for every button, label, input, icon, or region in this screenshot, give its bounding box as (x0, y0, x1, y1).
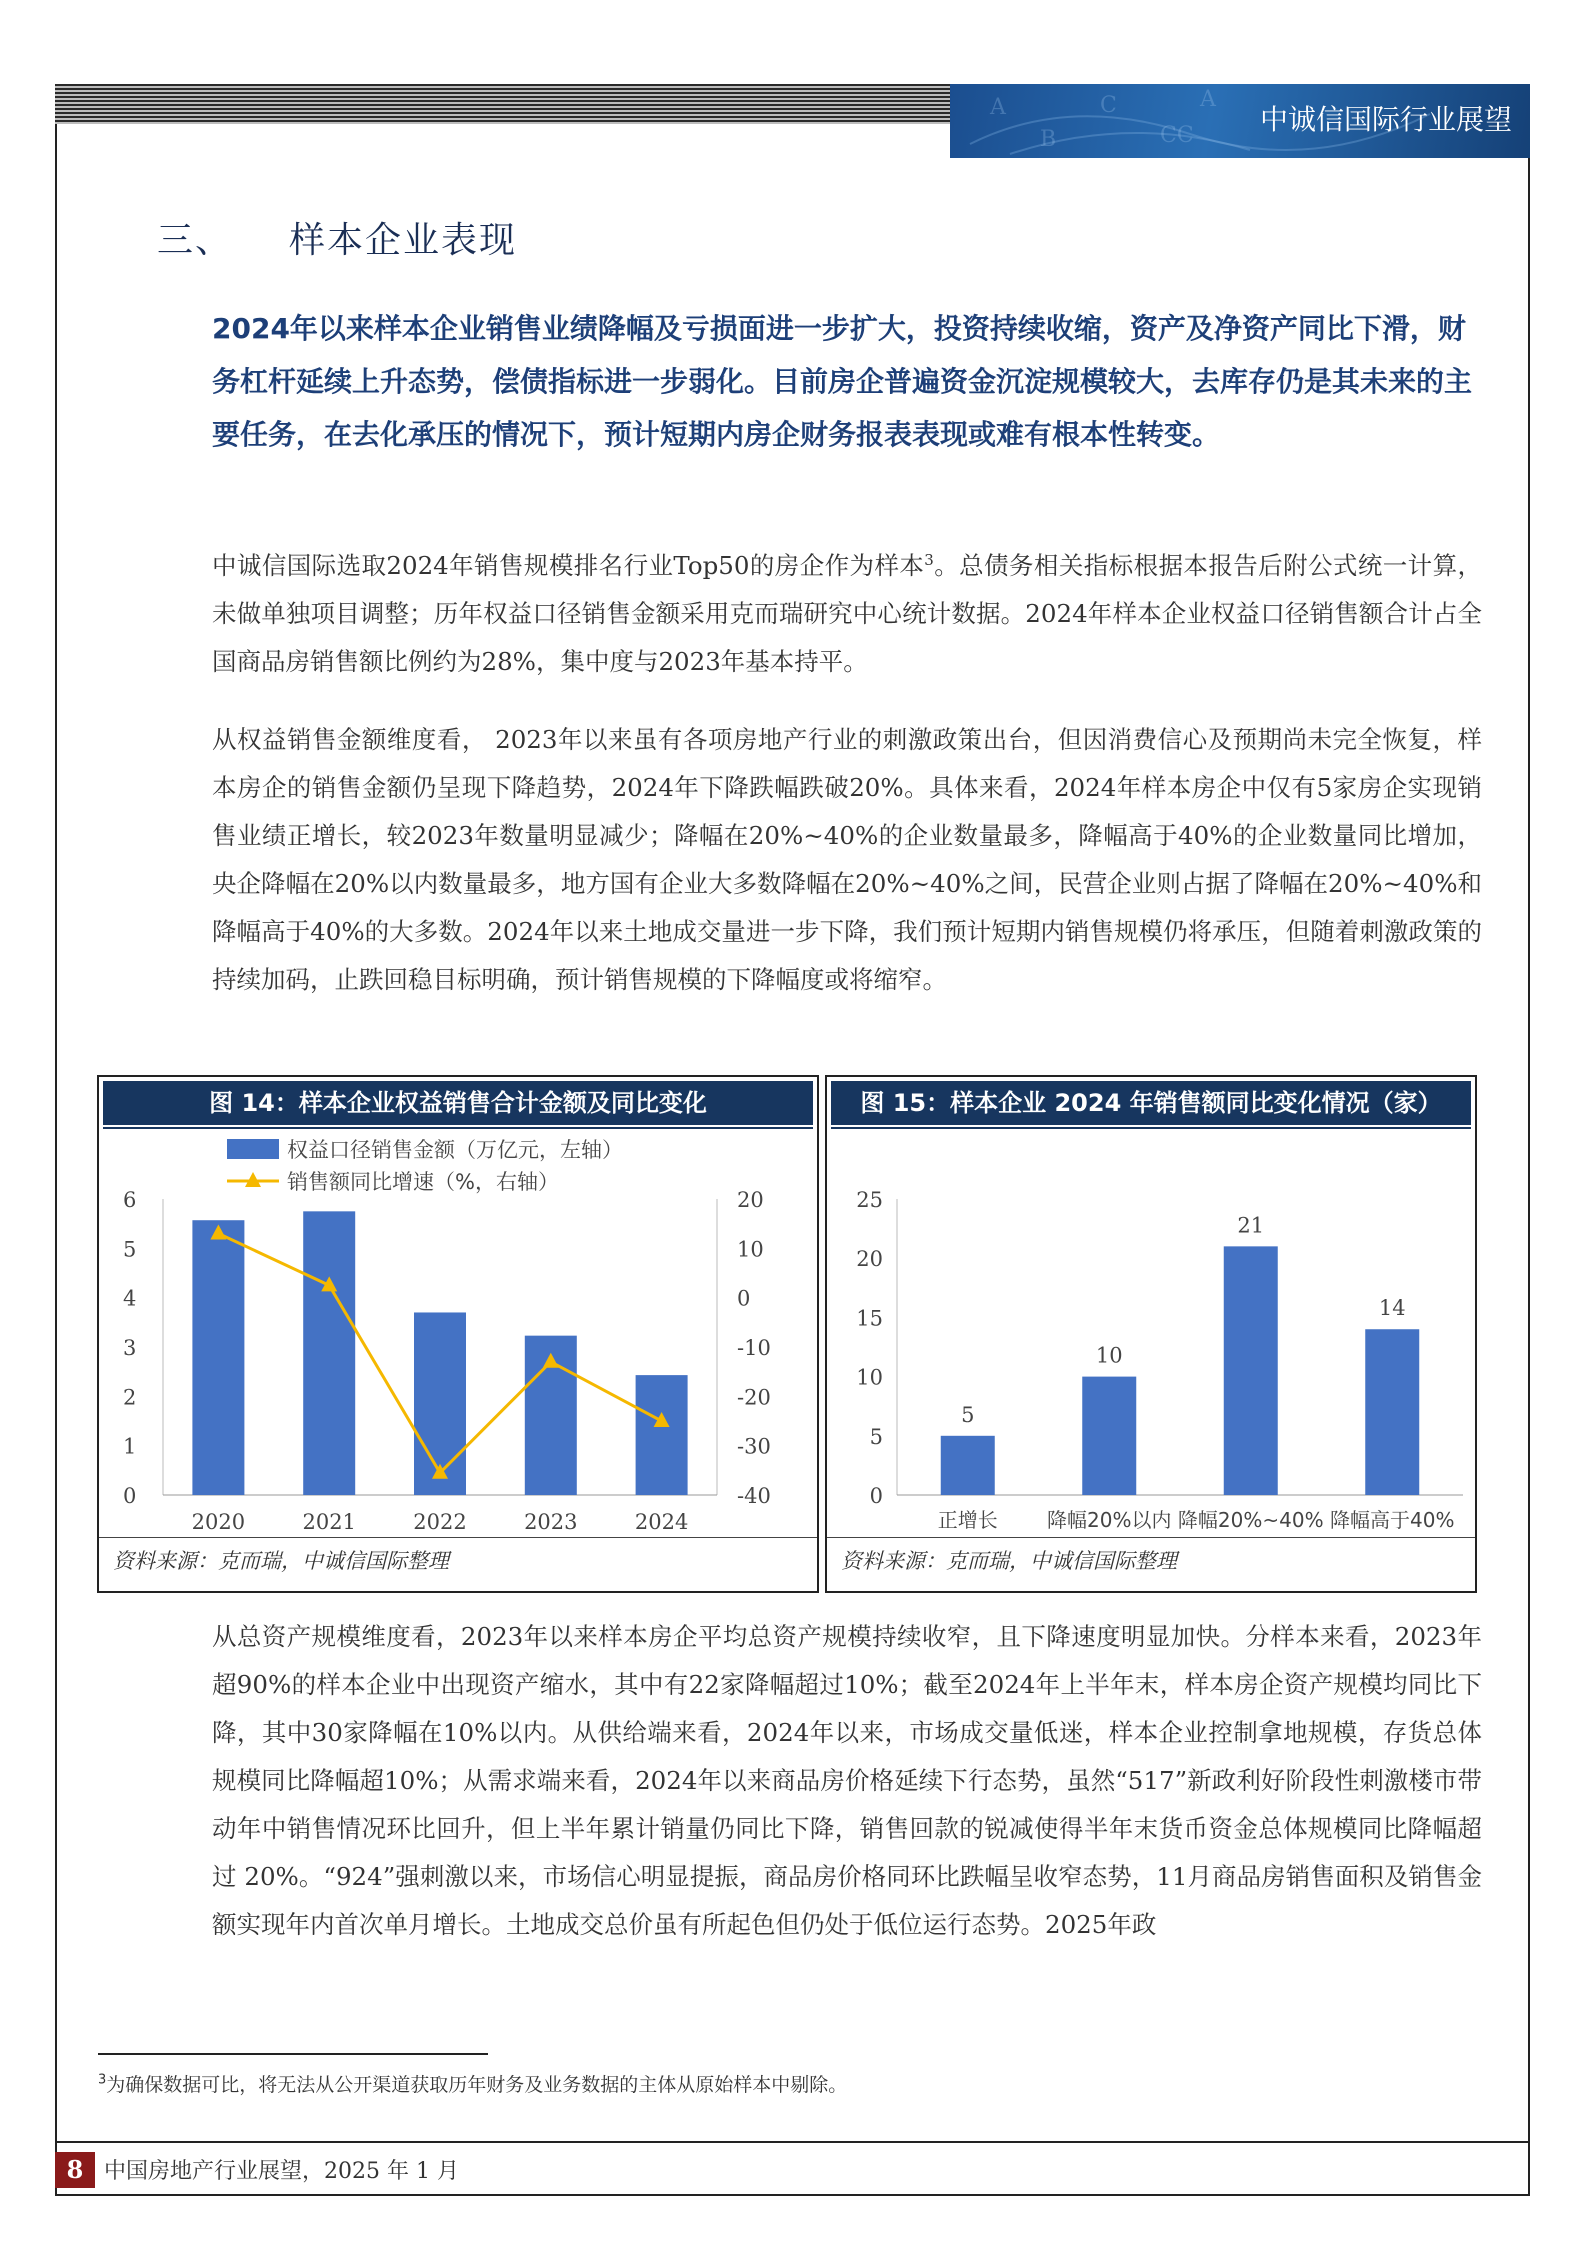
figure-15-source-rule (827, 1537, 1475, 1538)
x-tick-label: 2023 (524, 1510, 578, 1534)
figure-14-title: 图 14：样本企业权益销售合计金额及同比变化 (103, 1081, 813, 1125)
y-left-tick-label: 4 (123, 1286, 137, 1311)
figure-15 (825, 1075, 1477, 1593)
figure-14-source-rule (99, 1537, 817, 1538)
footer-text: 中国房地产行业展望，2025 年 1 月 (104, 2159, 459, 2184)
figure-15-title: 图 15：样本企业 2024 年销售额同比变化情况（家） (831, 1081, 1471, 1125)
x-tick-label: 2024 (634, 1510, 689, 1534)
footnote-rule (98, 2053, 488, 2055)
y-right-tick-label: -20 (737, 1385, 771, 1410)
page-number: 8 (55, 2152, 95, 2188)
footnote-text: 为确保数据可比，将无法从公开渠道获取历年财务及业务数据的主体从原始样本中剔除。 (106, 2074, 848, 2096)
y-right-tick-label: -10 (737, 1336, 771, 1360)
y-left-tick-label: 2 (123, 1385, 137, 1410)
footer-bottom-rule (55, 2194, 1530, 2196)
y-left-tick-label: 3 (123, 1336, 137, 1360)
x-tick-label: 2021 (302, 1510, 356, 1534)
y-tick-label: 10 (856, 1365, 883, 1390)
svg-text:C: C (1100, 93, 1117, 118)
section-title-text: 样本企业表现 (289, 220, 518, 261)
bar-company-count (941, 1436, 995, 1495)
section-title (157, 212, 517, 263)
y-right-tick-label: 10 (737, 1237, 764, 1262)
y-left-tick-label: 6 (123, 1188, 137, 1212)
bar-data-label: 5 (961, 1402, 975, 1427)
figure-14-source: 资料来源：克而瑞，中诚信国际整理 (113, 1549, 449, 1573)
legend-label-line: 销售额同比增速（%，右轴） (287, 1170, 559, 1194)
svg-text:CC: CC (1160, 123, 1194, 148)
x-tick-label: 降幅20%以内 (1047, 1508, 1172, 1532)
y-tick-label: 15 (856, 1306, 883, 1331)
x-tick-label: 2022 (413, 1510, 467, 1534)
bar-company-count (1224, 1246, 1278, 1495)
y-right-tick-label: -30 (737, 1434, 771, 1459)
figure-15-chart (827, 1129, 1475, 1537)
svg-text:A: A (990, 95, 1006, 120)
y-left-tick-label: 0 (123, 1484, 137, 1508)
section-number: 三、 (157, 220, 234, 261)
y-right-tick-label: 0 (737, 1286, 751, 1311)
footer-rule (55, 2141, 1530, 2143)
p1-text: 中诚信国际选取2024年销售规模排名行业Top50的房企作为样本 (212, 551, 925, 581)
body-paragraph-1 (212, 536, 1482, 686)
bar-data-label: 14 (1378, 1296, 1406, 1321)
y-right-tick-label: -40 (737, 1484, 771, 1508)
figure-14-chart (99, 1129, 817, 1537)
y-left-tick-label: 5 (123, 1237, 137, 1262)
x-tick-label: 正增长 (937, 1508, 998, 1532)
x-tick-label: 2020 (191, 1510, 246, 1534)
svg-text:B: B (1040, 127, 1057, 152)
y-right-tick-label: 20 (737, 1188, 764, 1212)
header-hatch-band (55, 84, 950, 124)
page-frame-right (1528, 150, 1530, 2196)
x-tick-label: 降幅高于40% (1330, 1508, 1455, 1532)
bar-company-count (1365, 1329, 1419, 1495)
y-left-tick-label: 1 (123, 1434, 137, 1459)
y-tick-label: 25 (856, 1188, 883, 1212)
y-tick-label: 0 (869, 1484, 883, 1508)
bar-data-label: 10 (1095, 1343, 1123, 1368)
svg-text:A: A (1200, 87, 1216, 112)
bar-sales-amount (192, 1220, 244, 1495)
page-frame-left (55, 86, 57, 2196)
body-paragraph-2: 从权益销售金额维度看， 2023年以来虽有各项房地产行业的刺激政策出台，但因消费信心及预期尚未完全恢复，样本房企的销售金额仍呈现下降趋势，2024年下降跌幅跌破20%。具体来看，2024年样本房企中仅有5家房企实现销售业绩正增长，较2023年数量明显减少；降幅在20%~40%的企业数量最多，降幅高于40%的企业数量同比增加，央企降幅在20%以内数量最多，地方国有企业大多数降幅在20%~40%之间，民营企业则占据了降幅在20%~40%和降幅高于40%的大多数。2024年以来土地成交量进一步下降，我们预计短期内销售规模仍将承压，但随着刺激政策的持续加码，止跌回稳目标明确，预计销售规模的下降幅度或将缩窄。 (212, 725, 1482, 994)
header-brand-banner (950, 84, 1530, 158)
bar-sales-amount (303, 1211, 355, 1495)
bar-company-count (1082, 1377, 1136, 1495)
bar-data-label: 21 (1237, 1213, 1265, 1238)
x-tick-label: 降幅20%~40% (1177, 1508, 1324, 1532)
body-paragraph-3: 从总资产规模维度看，2023年以来样本房企平均总资产规模持续收窄，且下降速度明显加快。分样本来看，2023年超90%的样本企业中出现资产缩水，其中有22家降幅超过10%；截至2024年上半年末，样本房企资产规模均同比下降，其中30家降幅在10%以内。从供给端来看，2024年以来，市场成交量低迷，样本企业控制拿地规模，存货总体规模同比降幅超10%；从需求端来看，2024年以来商品房价格延续下行态势，虽然“517”新政利好阶段性刺激楼市带动年中销售情况环比回升，但上半年累计销量仍同比下降，销售回款的锐减使得半年末货币资金总体规模同比降幅超过 20%。“924”强刺激以来，市场信心明显提振，商品房价格同环比跌幅呈收窄态势，11月商品房销售面积及销售金额实现年内首次单月增长。土地成交总价虽有所起色但仍处于低位运行态势。2025年政 (212, 1622, 1482, 1939)
legend-swatch-bar (227, 1139, 279, 1159)
legend-label-bar: 权益口径销售金额（万亿元，左轴） (287, 1138, 623, 1162)
footnote-ref: 3 (924, 551, 934, 569)
footnote (98, 2070, 847, 2097)
lead-paragraph: 2024年以来样本企业销售业绩降幅及亏损面进一步扩大，投资持续收缩，资产及净资产同比下滑，财务杠杆延续上升态势，偿债指标进一步弱化。目前房企普遍资金沉淀规模较大，去库存仍是其未来的主要任务，在去化承压的情况下，预计短期内房企财务报表表现或难有根本性转变。 (212, 312, 1473, 451)
brand-title: 中诚信国际行业展望 (1259, 103, 1512, 136)
p1-text-cont: 。总债务相关指标根据本报告后附公式统一计算，未做单独项目调整；历年权益口径销售金额采用克而瑞研究中心统计数据。2024年样本企业权益口径销售额合计占全国商品房销售额比例约为28%，集中度与2023年基本持平。 (212, 551, 1482, 677)
bar-sales-amount (636, 1375, 688, 1495)
y-tick-label: 5 (869, 1424, 883, 1449)
figure-14 (97, 1075, 819, 1593)
y-tick-label: 20 (856, 1247, 883, 1272)
figure-15-source: 资料来源：克而瑞，中诚信国际整理 (841, 1549, 1177, 1573)
footnote-marker: 3 (98, 2072, 107, 2088)
